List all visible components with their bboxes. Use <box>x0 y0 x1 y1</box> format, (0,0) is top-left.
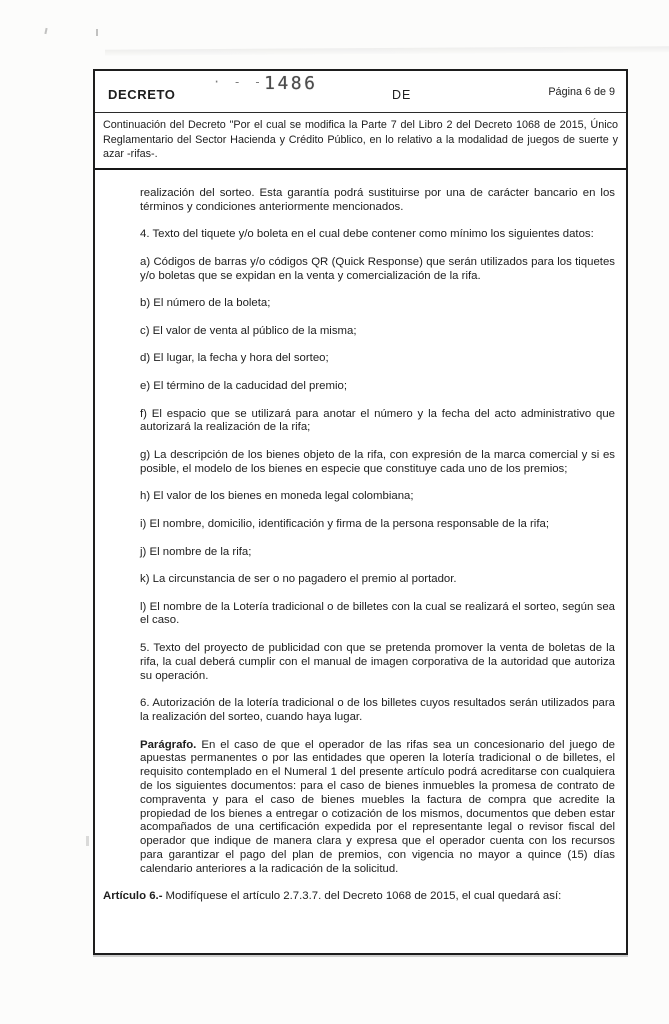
continuation-note: Continuación del Decreto "Por el cual se modifica la Parte 7 del Libro 2 del Decreto 1068 de 2015, Único Reglamentario del Sector Hacienda y Crédito Público, en lo relativo a la modalidad de juegos de suerte y azar -rifas-. <box>95 113 626 170</box>
document-page <box>93 69 628 955</box>
article-6-text: Modifíquese el artículo 2.7.3.7. del Decreto 1068 de 2015, el cual quedará así: <box>165 890 562 903</box>
body-paragraphs <box>140 187 615 877</box>
article-6-label: Artículo 6.- <box>103 890 163 903</box>
body-paragraph: l) El nombre de la Lotería tradicional o de billetes con la cual se realizará el sorteo, según sea el caso. <box>140 600 615 627</box>
body-paragraph: k) La circunstancia de ser o no pagadero el premio al portador. <box>140 573 457 586</box>
body-paragraph: h) El valor de los bienes en moneda legal colombiana; <box>140 490 414 503</box>
scan-artifact-speck <box>96 29 98 36</box>
body-paragraph: 6. Autorización de la lotería tradicional o de los billetes cuyos resultados serán utilizados para la realización del sorteo, cuando haya lugar. <box>140 697 615 724</box>
body-paragraph: a) Códigos de barras y/o códigos QR (Quick Response) que serán utilizados para los tiquetes y/o boletas que se expidan en la venta y comercialización de la rifa. <box>140 255 615 282</box>
body-paragraph: b) El número de la boleta; <box>140 297 271 310</box>
scan-artifact-streak <box>105 46 669 55</box>
paragraph-lead: Parágrafo. <box>140 738 197 751</box>
document-body <box>95 170 626 904</box>
body-paragraph: d) El lugar, la fecha y hora del sorteo; <box>140 352 329 365</box>
de-label: DE <box>392 88 412 102</box>
stamp-number: 1486 <box>264 73 318 94</box>
decreto-label: DECRETO <box>108 87 176 102</box>
body-paragraph: 5. Texto del proyecto de publicidad con que se pretenda promover la venta de boletas de la rifa, la cual deberá cumplir con el manual de imagen corporativa de la autoridad que autoriza su operación. <box>140 642 615 682</box>
page-indicator: Página 6 de 9 <box>548 86 615 98</box>
article-6-line <box>103 890 615 904</box>
body-paragraph: Parágrafo. En el caso de que el operador de las rifas sea un concesionario del juego de apuestas permanentes o por las entidades que operen la lotería tradicional o de billetes, el requisito contemplado en el Numeral 1 del presente artículo podrá acreditarse con cualquiera de los siguientes documentos: para el caso de bienes inmuebles la promesa de contrato de compraventa y para el caso de bienes muebles la factura de compra que acredite la propiedad de los bienes a entregar o cotización de los mismos, documentos que deben estar acompañados de una certificación expedida por el representante legal o revisor fiscal del operador que indique de manera clara y expresa que el operador cuenta con los recursos para garantizar el pago del plan de premios, con vigencia no mayor a quince (15) días calendario anteriores a la radicación de la solicitud. <box>140 738 615 875</box>
body-paragraph: c) El valor de venta al público de la misma; <box>140 324 357 337</box>
body-paragraph: f) El espacio que se utilizará para anotar el número y la fecha del acto administrativo que autorizará la realización de la rifa; <box>140 407 615 434</box>
body-paragraph: e) El término de la caducidad del premio; <box>140 379 348 392</box>
body-paragraph: 4. Texto del tiquete y/o boleta en el cual debe contener como mínimo los siguientes datos: <box>140 228 594 241</box>
document-header <box>95 71 626 113</box>
stamp-marks: · - - <box>213 75 265 89</box>
body-paragraph: g) La descripción de los bienes objeto de la rifa, con expresión de la marca comercial y si es posible, el modelo de los bienes en especie que constituye cada uno de los premios; <box>140 448 615 475</box>
scan-artifact-speck <box>44 28 47 34</box>
body-paragraph: j) El nombre de la rifa; <box>140 545 252 558</box>
decree-number-stamp <box>213 73 317 94</box>
scan-artifact-speck <box>86 836 89 846</box>
body-paragraph: realización del sorteo. Esta garantía podrá sustituirse por una de carácter bancario en los términos y condiciones anteriormente mencionados. <box>140 186 615 213</box>
body-paragraph: i) El nombre, domicilio, identificación y firma de la persona responsable de la rifa; <box>140 517 549 530</box>
